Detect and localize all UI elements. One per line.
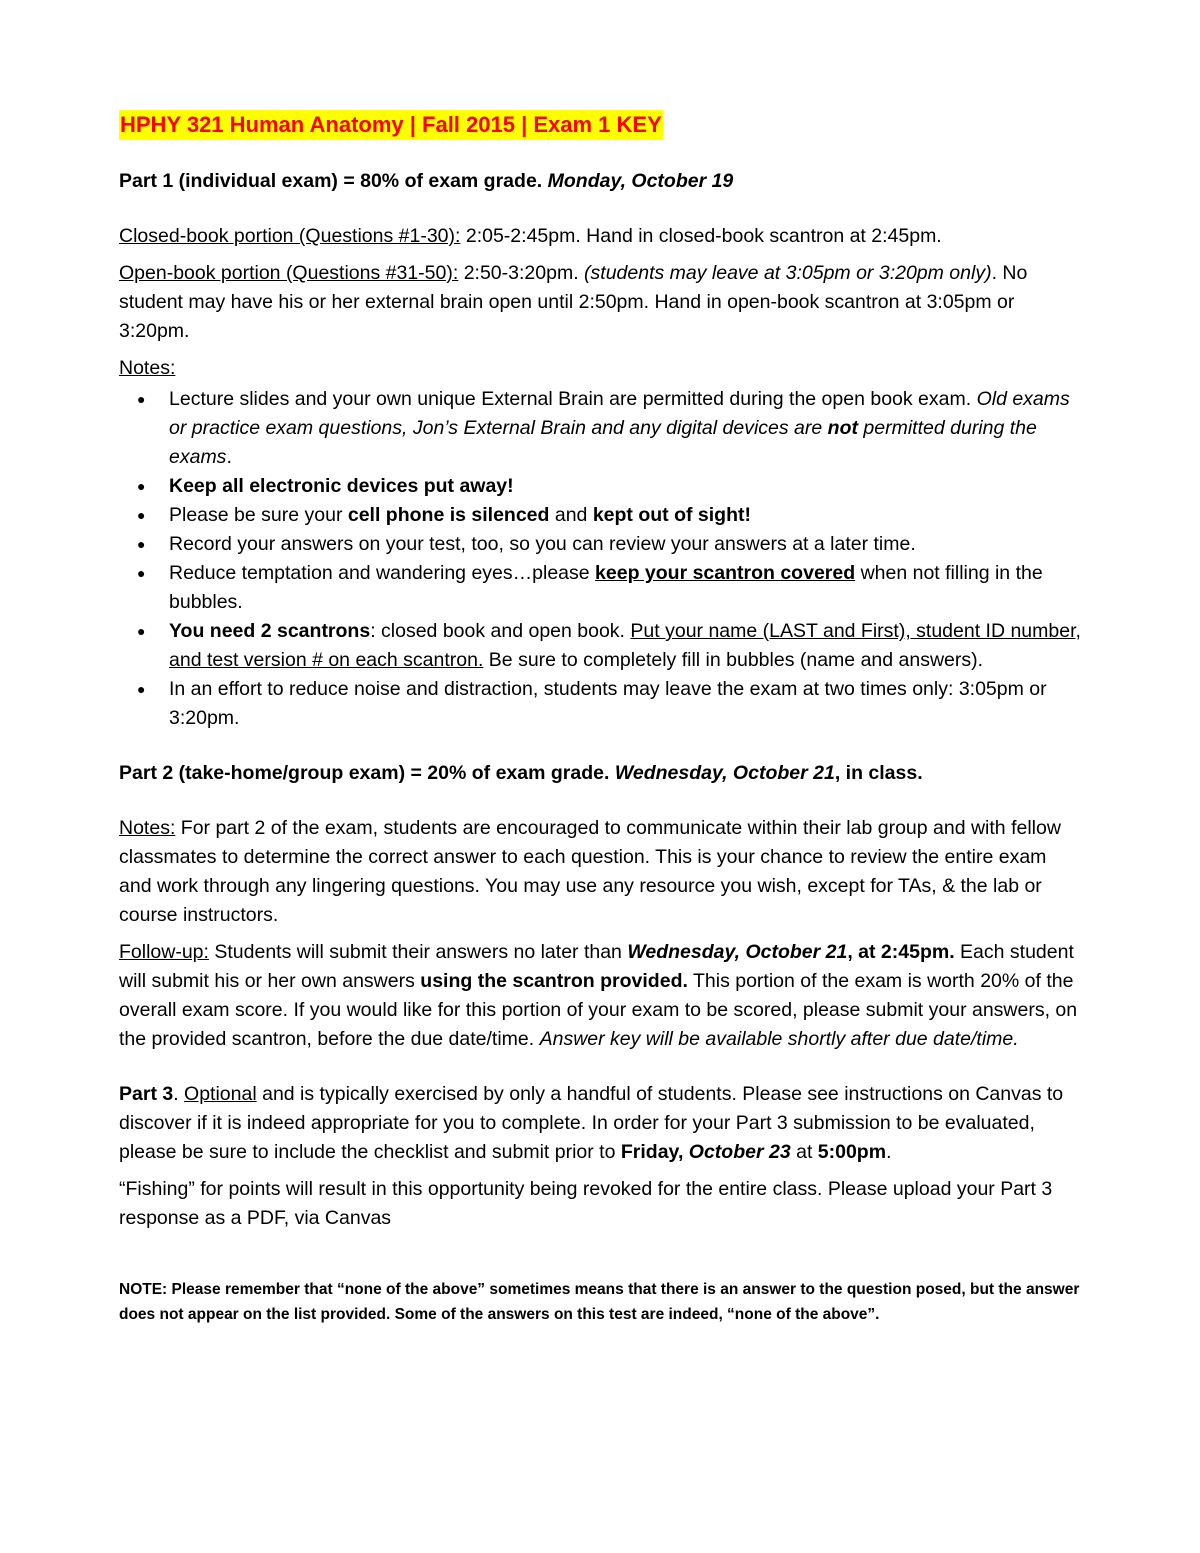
list-item: ● Keep all electronic devices put away! — [169, 472, 1084, 501]
fishing-paragraph: “Fishing” for points will result in this opportunity being revoked for the entire class. Please upload your Part 3 response as a PDF, via Canvas — [119, 1178, 1053, 1229]
bullet-icon: ● — [137, 536, 146, 552]
final-note: NOTE: Please remember that “none of the above” sometimes means that there is an answer to the question posed, but the answer does not appear on the list provided. Some of the answers on this test are indeed, “none of the above”. — [119, 1281, 1080, 1323]
bullet-icon: ● — [137, 565, 146, 581]
closed-book-paragraph: Closed-book portion (Questions #1-30): 2:05-2:45pm. Hand in closed-book scantron at 2:45pm. — [119, 225, 942, 247]
part1-notes-label: Notes: — [119, 357, 176, 379]
bullet-icon: ● — [137, 391, 146, 407]
page-title: HPHY 321 Human Anatomy | Fall 2015 | Exam 1 KEY — [119, 110, 663, 140]
part1-notes-list — [119, 385, 1084, 733]
part1-date: Monday, October 19 — [547, 170, 734, 192]
list-item: ● You need 2 scantrons: closed book and open book. Put your name (LAST and First), student ID number, and test version # on each scantron. Be sure to completely fill in bubbles (name and answers). — [169, 617, 1084, 675]
bullet-icon: ● — [137, 681, 146, 697]
followup-paragraph: Follow-up: Students will submit their answers no later than Wednesday, October 21, at 2:45pm. Each student will submit his or her own answers using the scantron provided. This portion of the exam is worth 20% of the overall exam score. If you would like for this portion of your exam to be scored, please submit your answers, on the provided scantron, before the due date/time. Answer key will be available shortly after due date/time. — [119, 941, 1078, 1050]
list-item: ● In an effort to reduce noise and distraction, students may leave the exam at two times only: 3:05pm or 3:20pm. — [169, 675, 1084, 733]
part2-heading: Part 2 (take-home/group exam) = 20% of exam grade. Wednesday, October 21, in class. — [119, 762, 923, 784]
bullet-icon: ● — [137, 507, 146, 523]
list-item: ● Record your answers on your test, too, so you can review your answers at a later time. — [169, 530, 1084, 559]
part1-heading: Part 1 (individual exam) = 80% of exam grade. Monday, October 19 — [119, 170, 734, 192]
list-item: ● Reduce temptation and wandering eyes…please keep your scantron covered when not filling in the bubbles. — [169, 559, 1084, 617]
closed-book-label: Closed-book portion (Questions #1-30): — [119, 225, 461, 247]
part2-notes-paragraph: Notes: For part 2 of the exam, students are encouraged to communicate within their lab group and with fellow classmates to determine the correct answer to each question. This is your chance to review the entire exam and work through any lingering questions. You may use any resource you wish, except for TAs, & the lab or course instructors. — [119, 817, 1061, 926]
part2-date: Wednesday, October 21 — [614, 762, 835, 784]
part3-paragraph: Part 3. Optional and is typically exercised by only a handful of students. Please see instructions on Canvas to discover if it is indeed appropriate for you to complete. In order for your Part 3 submission to be evaluated, please be sure to include the checklist and submit prior to Friday, October 23 at 5:00pm. — [119, 1083, 1064, 1163]
open-book-paragraph: Open-book portion (Questions #31-50): 2:50-3:20pm. (students may leave at 3:05pm or 3:20pm only). No student may have his or her external brain open until 2:50pm. Hand in open-book scantron at 3:05pm or 3:20pm. — [119, 262, 1028, 342]
document-page — [119, 104, 1084, 1327]
list-item: ● Please be sure your cell phone is silenced and kept out of sight! — [169, 501, 1084, 530]
list-item: ● Lecture slides and your own unique External Brain are permitted during the open book exam. Old exams or practice exam questions, Jon’s External Brain and any digital devices are not permitted during the exams. — [169, 385, 1084, 472]
bullet-icon: ● — [137, 478, 146, 494]
open-book-label: Open-book portion (Questions #31-50): — [119, 262, 459, 284]
bullet-icon: ● — [137, 623, 146, 639]
